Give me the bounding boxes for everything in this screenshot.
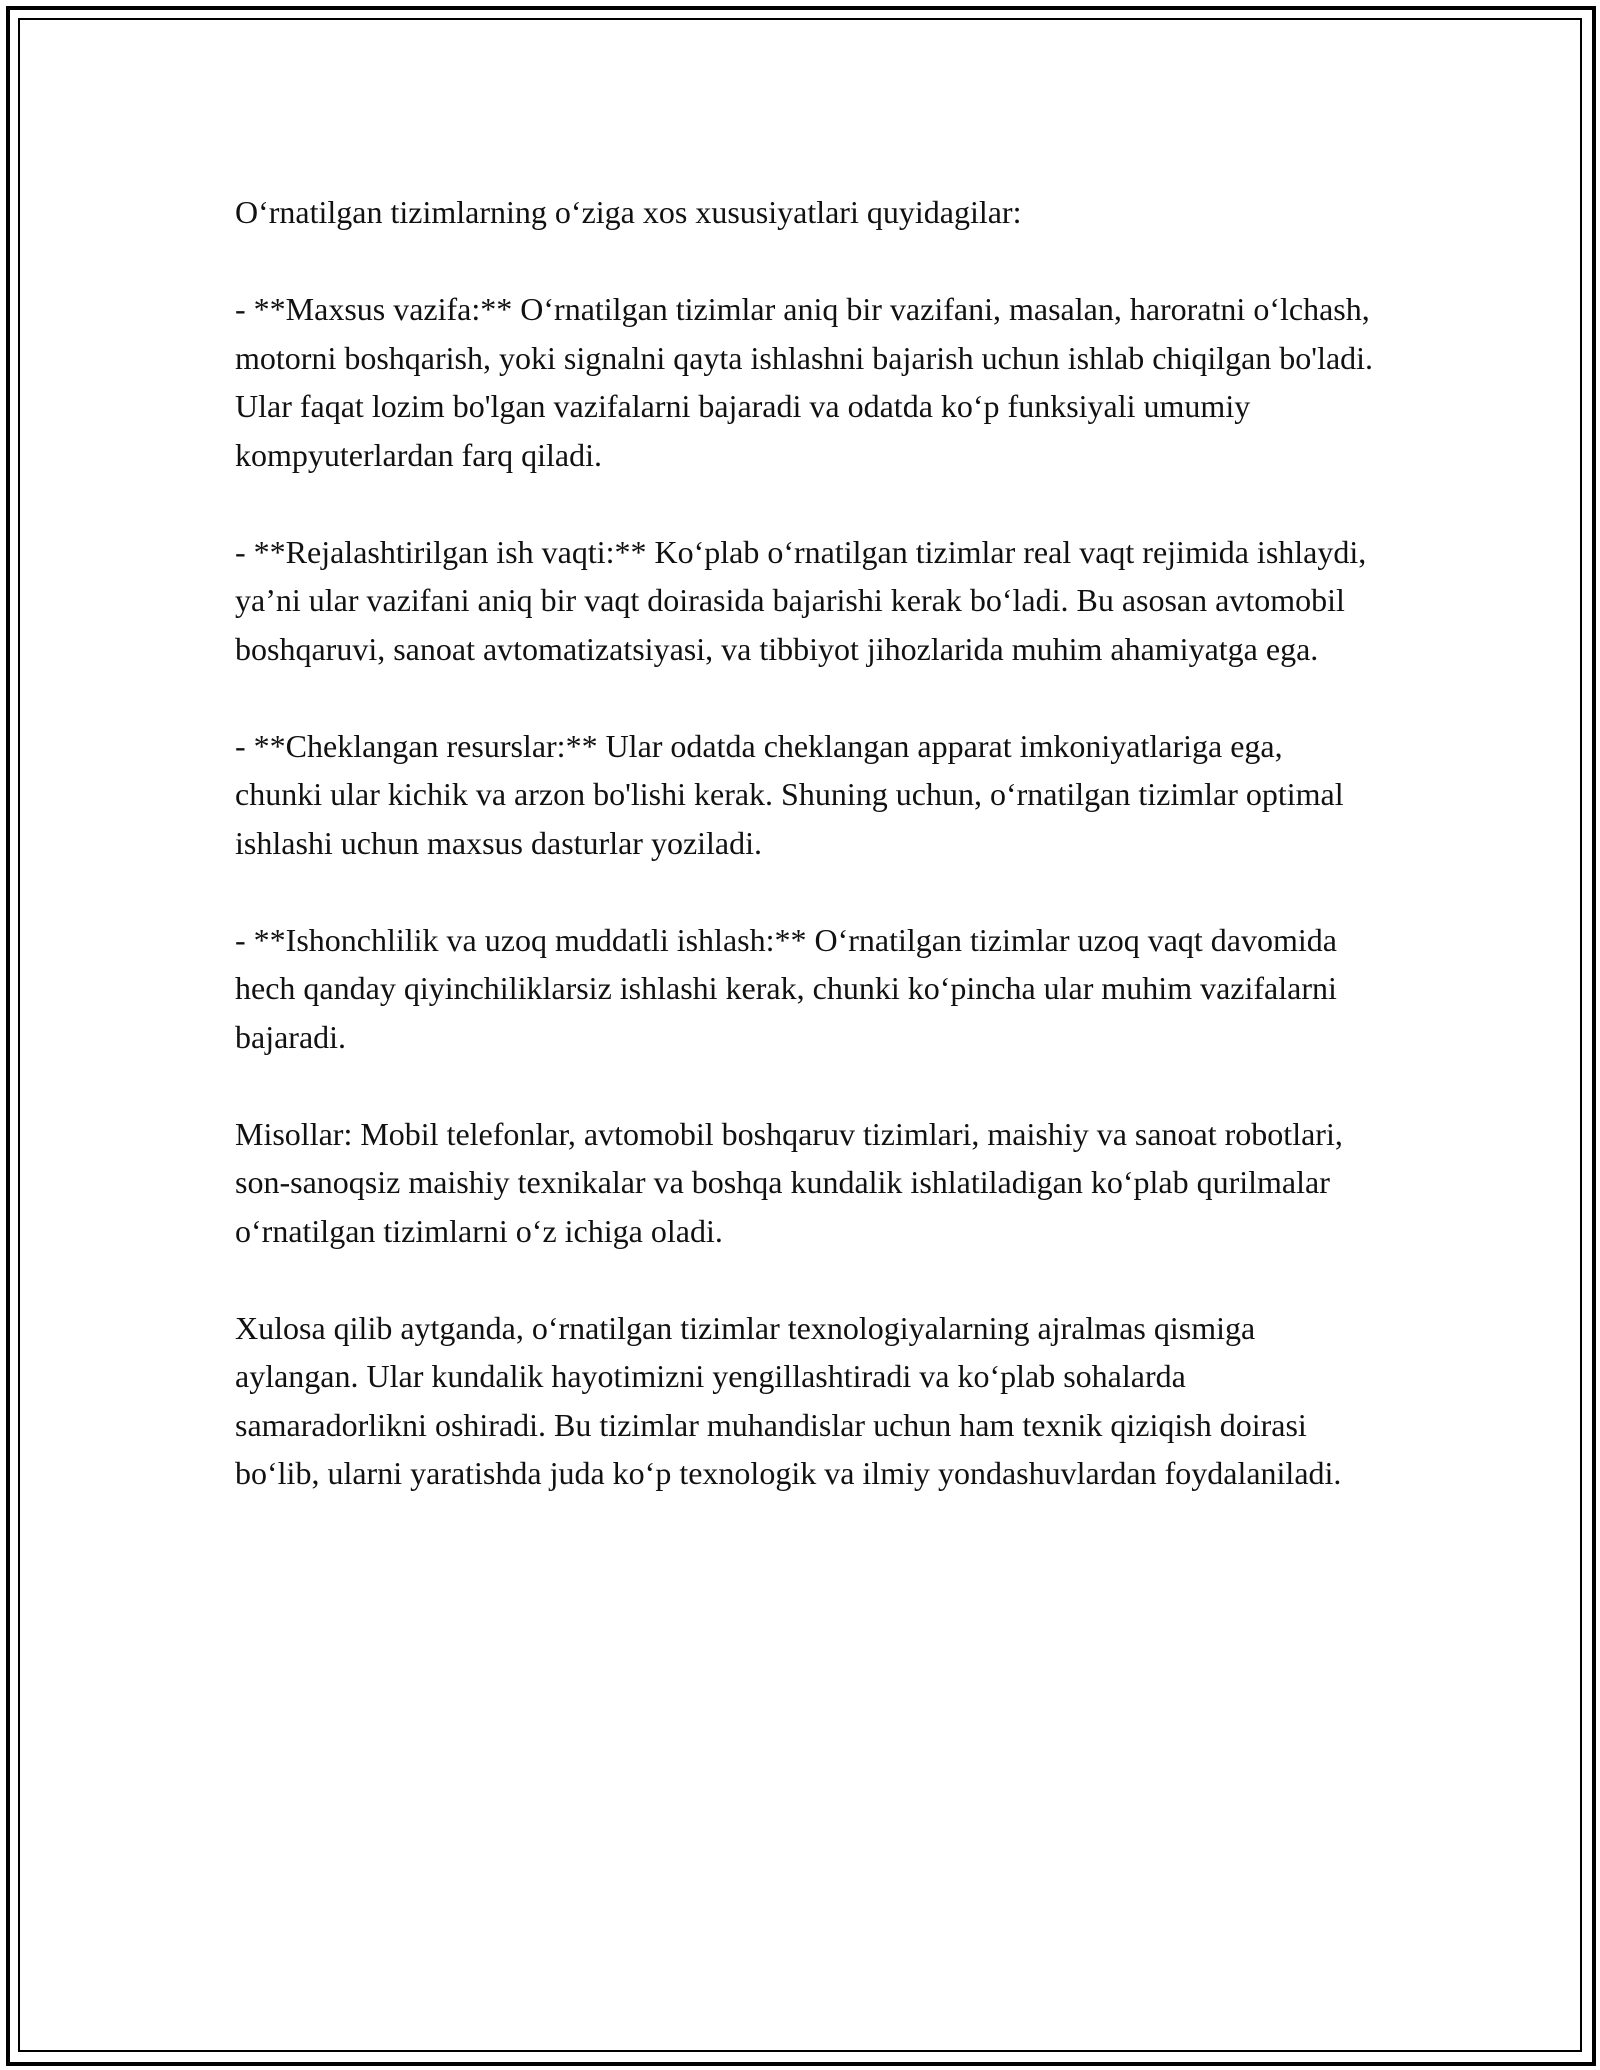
document-body [235,188,1375,1546]
conclusion-paragraph: Xulosa qilib aytganda, o‘rnatilgan tizimlar texnologiyalarning ajralmas qismiga aylangan. Ular kundalik hayotimizni yengillashtiradi va ko‘plab sohalarda samaradorlikni oshiradi. Bu tizimlar muhandislar uchun ham texnik qiziqish doirasi bo‘lib, ularni yaratishda juda ko‘p texnologik va ilmiy yondashuvlardan foydalaniladi. [235,1309,1342,1491]
bullet-cheklangan-resurslar: - **Cheklangan resurslar:** Ular odatda cheklangan apparat imkoniyatlariga ega, chunki ular kichik va arzon bo'lishi kerak. Shuning uchun, o‘rnatilgan tizimlar optimal ishlashi uchun maxsus dasturlar yoziladi. [235,727,1344,861]
intro-paragraph: O‘rnatilgan tizimlarning o‘ziga xos xususiyatlari quyidagilar: [235,194,1022,230]
bullet-ishonchlilik: - **Ishonchlilik va uzoq muddatli ishlash:** O‘rnatilgan tizimlar uzoq vaqt davomida hech qanday qiyinchiliklarsiz ishlashi kerak, chunki ko‘pincha ular muhim vazifalarni bajaradi. [235,921,1337,1055]
bullet-rejalashtirilgan-ish-vaqti: - **Rejalashtirilgan ish vaqti:** Ko‘plab o‘rnatilgan tizimlar real vaqt rejimida ishlaydi, ya’ni ular vazifani aniq bir vaqt doirasida bajarishi kerak bo‘ladi. Bu asosan avtomobil boshqaruvi, sanoat avtomatizatsiyasi, va tibbiyot jihozlarida muhim ahamiyatga ega. [235,533,1367,667]
bullet-maxsus-vazifa: - **Maxsus vazifa:** O‘rnatilgan tizimlar aniq bir vazifani, masalan, haroratni o‘lchash, motorni boshqarish, yoki signalni qayta ishlashni bajarish uchun ishlab chiqilgan bo'ladi. Ular faqat lozim bo'lgan vazifalarni bajaradi va odatda ko‘p funksiyali umumiy kompyuterlardan farq qiladi. [235,291,1374,473]
examples-paragraph: Misollar: Mobil telefonlar, avtomobil boshqaruv tizimlari, maishiy va sanoat robotlari, son-sanoqsiz maishiy texnikalar va boshqa kundalik ishlatiladigan ko‘plab qurilmalar o‘rnatilgan tizimlarni o‘z ichiga oladi. [235,1115,1343,1249]
